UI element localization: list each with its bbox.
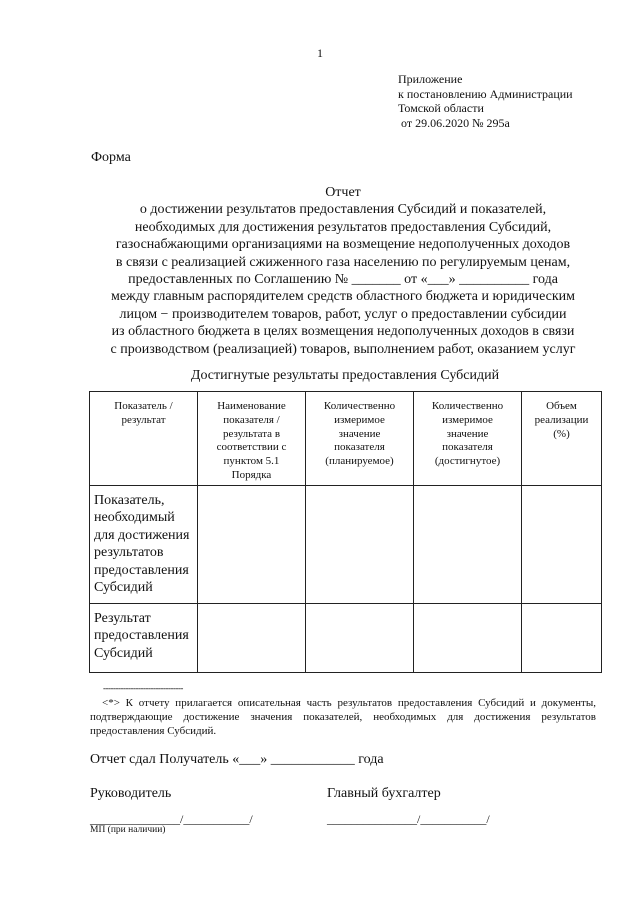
- table-row: [90, 604, 602, 673]
- title-line: лицом − производителем товаров, работ, услуг о предоставлении субсидии: [119, 306, 567, 322]
- director-signature-line: _______________/___________/: [90, 812, 253, 826]
- column-header: Объем реализации (%): [522, 392, 602, 486]
- table-cell: [198, 486, 306, 604]
- row-label: Результат предоставления Субсидий: [90, 604, 198, 673]
- director-title: Руководитель: [90, 786, 172, 801]
- results-table: [89, 391, 602, 673]
- table-cell: [306, 604, 414, 673]
- table-cell: [522, 486, 602, 604]
- title-line: газоснабжающими организациями на возмещение недополученных доходов: [115, 237, 571, 253]
- table-cell: [414, 486, 522, 604]
- report-title: [88, 184, 598, 358]
- column-header: Наименование показателя / результата в соответствии с пунктом 5.1 Порядка: [198, 392, 306, 486]
- title-line: необходимых для достижения результатов предоставления Субсидий,: [134, 219, 552, 235]
- table-cell: [414, 604, 522, 673]
- appendix-line: от 29.06.2020 № 295а: [401, 115, 510, 130]
- row-label: Показатель, необходимый для достижения результатов предоставления Субсидий: [90, 486, 198, 604]
- appendix-block: [398, 72, 573, 130]
- accountant-signature-line: _______________/___________/: [327, 812, 490, 826]
- title-heading: Отчет: [325, 185, 361, 200]
- page-number: 1: [317, 46, 323, 60]
- appendix-line: Томской области: [398, 101, 484, 115]
- title-line: в связи с реализацией сжиженного газа населению по регулируемым ценам,: [115, 254, 571, 270]
- title-line: предоставленных по Соглашению № _______ от «___» __________ года: [128, 272, 558, 288]
- table-row: [90, 486, 602, 604]
- table-cell: [522, 604, 602, 673]
- form-label: Форма: [91, 150, 131, 165]
- footnote-separator: --------------------------------: [103, 683, 183, 693]
- table-cell: [306, 486, 414, 604]
- table-caption: Достигнутые результаты предоставления Субсидий: [190, 368, 500, 383]
- footnote-text: <*> К отчету прилагается описательная часть результатов предоставления Субсидий и документы, подтверждающие достижение значения показателей, необходимых для достижения результатов предоставления Субсидий.: [90, 697, 596, 737]
- column-header: Показатель / результат: [90, 392, 198, 486]
- column-header: Количественно измеримое значение показателя (планируемое): [306, 392, 414, 486]
- stamp-note: МП (при наличии): [90, 825, 166, 835]
- appendix-line: Приложение: [398, 72, 463, 86]
- title-line: с производством (реализацией) товаров, выполнением работ, оказанием услуг: [110, 341, 576, 357]
- appendix-line: к постановлению Администрации: [398, 86, 573, 101]
- report-submitted-line: Отчет сдал Получатель «___» ____________ года: [90, 752, 384, 767]
- table-header-row: [90, 392, 602, 486]
- column-header: Количественно измеримое значение показателя (достигнутое): [414, 392, 522, 486]
- chief-accountant-title: Главный бухгалтер: [327, 786, 441, 801]
- title-line: между главным распорядителем средств областного бюджета и юридическим: [110, 289, 576, 305]
- title-line: о достижении результатов предоставления Субсидий и показателей,: [139, 202, 547, 218]
- table-cell: [198, 604, 306, 673]
- title-line: из областного бюджета в целях возмещения недополученных доходов в связи: [111, 324, 575, 340]
